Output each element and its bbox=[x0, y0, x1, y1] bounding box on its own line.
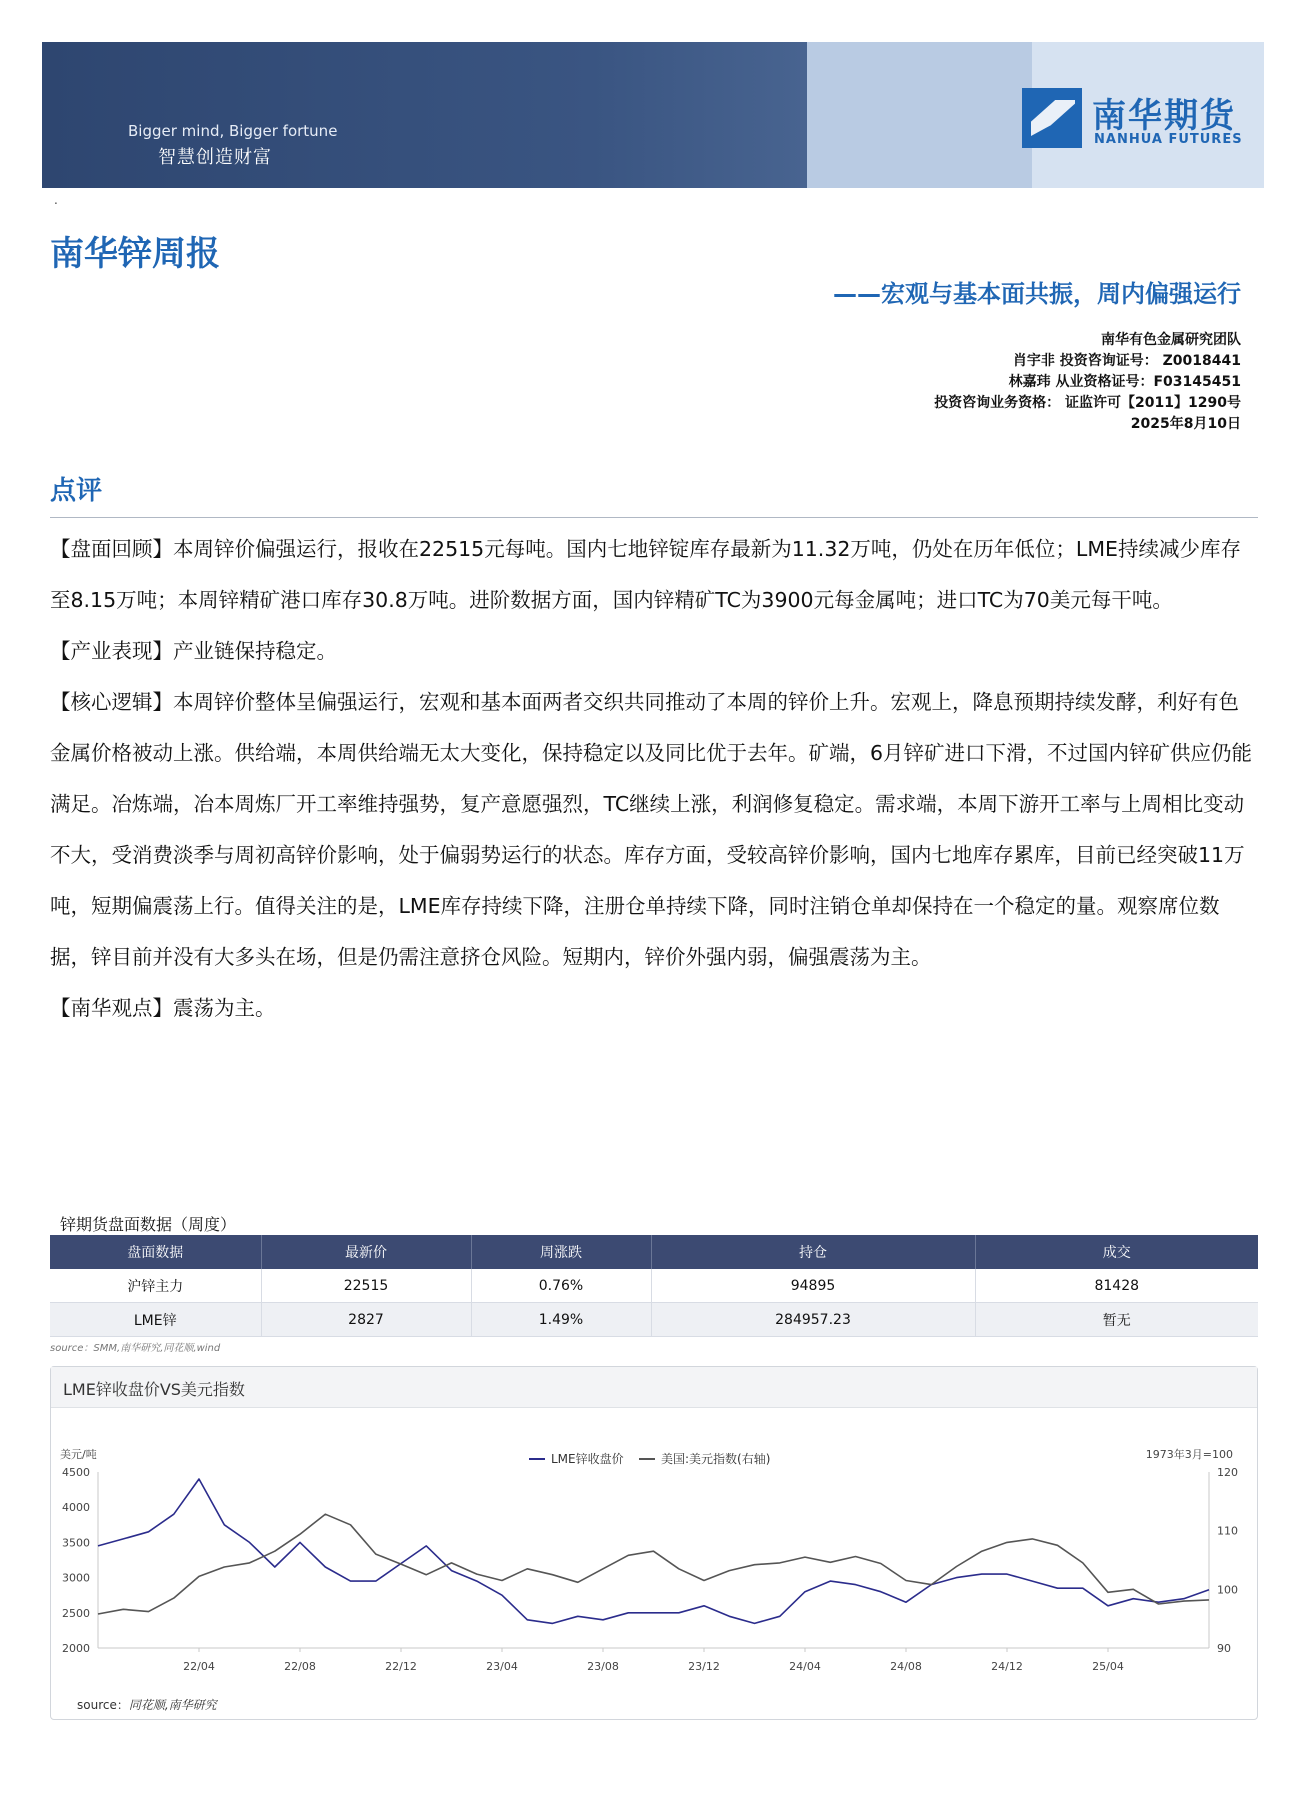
col-header: 成交 bbox=[975, 1235, 1258, 1269]
table-cell: 22515 bbox=[261, 1269, 471, 1303]
header-banner bbox=[42, 42, 1264, 188]
x-tick-label: 23/12 bbox=[688, 1660, 720, 1673]
analyst-2: 林嘉玮 从业资格证号：F03145451 bbox=[1008, 374, 1241, 390]
chart-source-label: source： bbox=[77, 1698, 129, 1712]
paragraph-industry: 【产业表现】产业链保持稳定。 bbox=[50, 639, 337, 663]
legend-label-0: LME锌收盘价 bbox=[551, 1452, 624, 1466]
y-tick-label: 3500 bbox=[62, 1536, 90, 1550]
x-tick-label: 24/08 bbox=[890, 1660, 922, 1673]
table-cell: 94895 bbox=[651, 1269, 975, 1303]
y-tick-label: 2000 bbox=[62, 1642, 90, 1655]
report-subtitle: ——宏观与基本面共振，周内偏强运行 bbox=[833, 280, 1241, 308]
table-title: 锌期货盘面数据（周度） bbox=[60, 1215, 237, 1234]
x-tick-label: 23/04 bbox=[486, 1660, 518, 1673]
paragraph-view: 【南华观点】震荡为主。 bbox=[50, 996, 276, 1020]
x-tick-label: 23/08 bbox=[587, 1660, 619, 1673]
table-cell: 81428 bbox=[975, 1269, 1258, 1303]
y-tick-label: 4500 bbox=[62, 1466, 90, 1479]
col-header: 持仓 bbox=[651, 1235, 975, 1269]
y-tick-label: 2500 bbox=[62, 1606, 90, 1620]
col-header: 最新价 bbox=[261, 1235, 471, 1269]
line-chart bbox=[51, 1408, 1257, 1693]
col-header: 盘面数据 bbox=[50, 1235, 261, 1269]
y2-tick-label: 100 bbox=[1217, 1583, 1238, 1597]
table-source: source：SMM,南华研究,同花顺,wind bbox=[50, 1343, 221, 1354]
x-tick-label: 24/12 bbox=[991, 1660, 1023, 1673]
x-tick-label: 22/08 bbox=[284, 1660, 316, 1673]
x-tick-label: 24/04 bbox=[789, 1660, 821, 1673]
report-date: 2025年8月10日 bbox=[1130, 416, 1241, 432]
futures-data-table bbox=[50, 1235, 1258, 1337]
company-logo bbox=[1022, 86, 1252, 152]
chart-source bbox=[77, 1696, 217, 1713]
banner-block-light bbox=[807, 42, 1032, 188]
logo-text-en: NANHUA FUTURES bbox=[1094, 132, 1243, 147]
y2-tick-label: 90 bbox=[1217, 1642, 1231, 1655]
logo-mark-icon bbox=[1022, 88, 1082, 148]
legend-label-1: 美国:美元指数(右轴) bbox=[661, 1452, 771, 1466]
analyst-1: 肖宇非 投资咨询证号： Z0018441 bbox=[1012, 353, 1241, 369]
license-info: 投资咨询业务资格： 证监许可【2011】1290号 bbox=[934, 395, 1241, 411]
slogan-english: Bigger mind, Bigger fortune bbox=[128, 122, 338, 140]
table-row bbox=[50, 1269, 1258, 1303]
y2-tick-label: 110 bbox=[1217, 1524, 1238, 1538]
paragraph-market-review: 【盘面回顾】本周锌价偏强运行，报收在22515元每吨。国内七地锌锭库存最新为11.32万吨，仍处在历年低位；LME持续减少库存至8.15万吨；本周锌精矿港口库存30.8万吨。进阶数据方面，国内锌精矿TC为3900元每金属吨；进口TC为70美元每干吨。 bbox=[50, 537, 1241, 612]
report-title: 南华锌周报 bbox=[50, 234, 220, 274]
table-cell: 0.76% bbox=[471, 1269, 651, 1303]
section-heading: 点评 bbox=[50, 476, 103, 506]
chart-source-text: 同花顺,南华研究 bbox=[128, 1698, 217, 1712]
y-tick-label: 4000 bbox=[62, 1501, 90, 1515]
chart-header bbox=[51, 1367, 1257, 1408]
author-info bbox=[934, 330, 1241, 435]
review-body bbox=[50, 524, 1258, 1034]
col-header: 周涨跌 bbox=[471, 1235, 651, 1269]
section-divider bbox=[50, 517, 1258, 518]
x-tick-label: 22/04 bbox=[183, 1660, 215, 1673]
series-line-1 bbox=[98, 1514, 1209, 1614]
stray-dot: . bbox=[54, 193, 58, 207]
y-axis-label: 美元/吨 bbox=[60, 1448, 97, 1461]
y-tick-label: 3000 bbox=[62, 1571, 90, 1585]
table-cell: 暂无 bbox=[975, 1303, 1258, 1337]
table-cell: 2827 bbox=[261, 1303, 471, 1337]
x-tick-label: 22/12 bbox=[385, 1660, 417, 1673]
table-cell: 沪锌主力 bbox=[50, 1269, 261, 1303]
paragraph-core-logic: 【核心逻辑】本周锌价整体呈偏强运行，宏观和基本面两者交织共同推动了本周的锌价上升。宏观上，降息预期持续发酵，利好有色金属价格被动上涨。供给端，本周供给端无太大变化，保持稳定以及同比优于去年。矿端，6月锌矿进口下滑，不过国内锌矿供应仍能满足。冶炼端，冶本周炼厂开工率维持强势，复产意愿强烈，TC继续上涨，利润修复稳定。需求端，本周下游开工率与上周相比变动不大，受消费淡季与周初高锌价影响，处于偏弱势运行的状态。库存方面，受较高锌价影响，国内七地库存累库，目前已经突破11万吨，短期偏震荡上行。值得关注的是，LME库存持续下降，注册仓单持续下降，同时注销仓单却保持在一个稳定的量。观察席位数据，锌目前并没有大多头在场，但是仍需注意挤仓风险。短期内，锌价外强内弱，偏强震荡为主。 bbox=[50, 690, 1253, 969]
chart-title: LME锌收盘价VS美元指数 bbox=[63, 1380, 245, 1399]
y2-tick-label: 120 bbox=[1217, 1466, 1238, 1479]
y2-axis-label: 1973年3月=100 bbox=[1145, 1448, 1233, 1461]
team-name: 南华有色金属研究团队 bbox=[1101, 332, 1241, 348]
table-cell: LME锌 bbox=[50, 1303, 261, 1337]
chart-panel bbox=[50, 1366, 1258, 1720]
table-header-row bbox=[50, 1235, 1258, 1269]
logo-text-cn: 南华期货 bbox=[1092, 96, 1236, 136]
table-cell: 1.49% bbox=[471, 1303, 651, 1337]
table-cell: 284957.23 bbox=[651, 1303, 975, 1337]
x-tick-label: 25/04 bbox=[1092, 1660, 1124, 1673]
slogan-chinese: 智慧创造财富 bbox=[158, 147, 272, 168]
table-row bbox=[50, 1303, 1258, 1337]
